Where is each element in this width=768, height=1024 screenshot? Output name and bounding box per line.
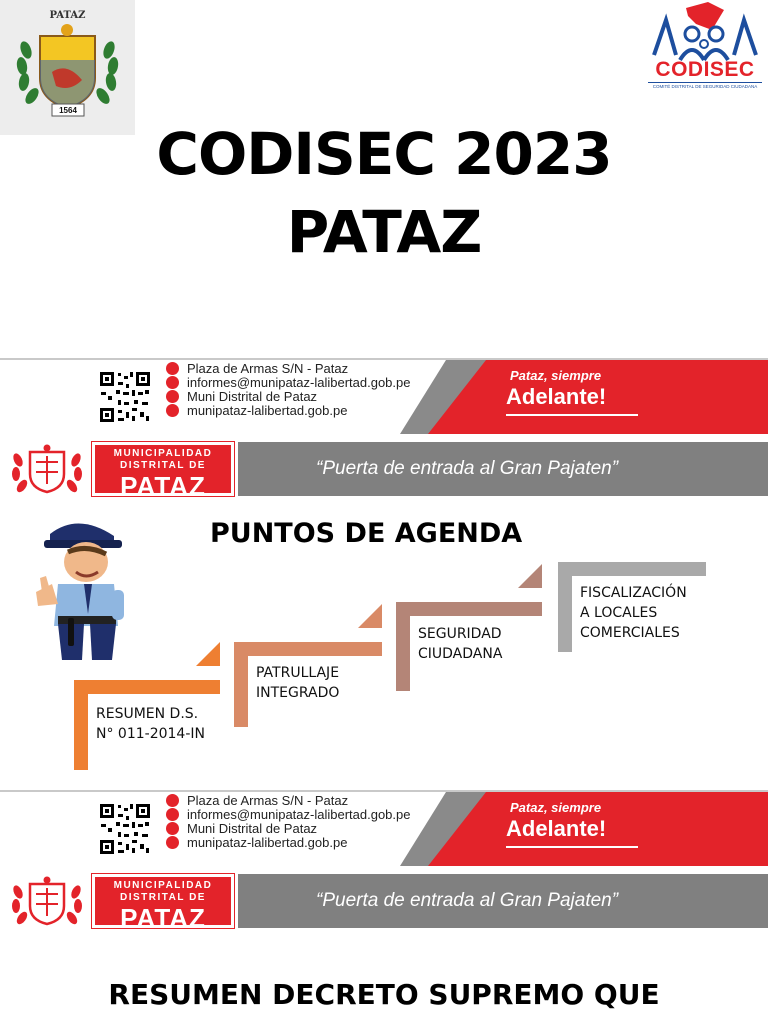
slogan-underline bbox=[506, 846, 638, 848]
municipality-logo bbox=[92, 874, 234, 933]
muni-line3: PATAZ bbox=[120, 471, 206, 501]
qr-code-icon bbox=[98, 370, 152, 424]
location-icon bbox=[166, 362, 179, 375]
muni-line1: MUNICIPALIDAD bbox=[113, 448, 213, 459]
tagline-text: “Puerta de entrada al Gran Pajaten” bbox=[316, 890, 619, 911]
main-title-line1: CODISEC 2023 bbox=[156, 120, 612, 188]
facebook-icon bbox=[166, 390, 179, 403]
contact-strip bbox=[0, 358, 768, 432]
municipal-banner bbox=[0, 358, 768, 501]
contact-web: munipataz-lalibertad.gob.pe bbox=[166, 836, 466, 850]
main-title-line2: PATAZ bbox=[286, 198, 482, 266]
agenda-step-1-label: RESUMEN D.S. N° 011-2014-IN bbox=[96, 706, 205, 742]
agenda-step-4-label: FISCALIZACIÓN A LOCALES COMERCIALES bbox=[580, 585, 687, 641]
municipal-seal-icon bbox=[8, 442, 86, 496]
facebook-icon bbox=[166, 822, 179, 835]
slogan-big: Adelante! bbox=[506, 816, 607, 841]
agenda-slide bbox=[0, 500, 768, 790]
tagline-bar bbox=[238, 442, 768, 496]
municipal-seal-icon bbox=[8, 874, 86, 928]
codisec-logo bbox=[646, 0, 764, 92]
title-slide bbox=[0, 0, 768, 360]
contact-web: munipataz-lalibertad.gob.pe bbox=[166, 404, 466, 418]
muni-line2: DISTRITAL DE bbox=[120, 892, 206, 903]
web-icon bbox=[166, 836, 179, 849]
agenda-staircase bbox=[0, 500, 768, 790]
contact-address: Plaza de Armas S/N - Pataz bbox=[166, 794, 466, 808]
contact-address: Plaza de Armas S/N - Pataz bbox=[166, 362, 466, 376]
agenda-title: PUNTOS DE AGENDA bbox=[210, 518, 523, 549]
contact-email: informes@munipataz-lalibertad.gob.pe bbox=[166, 376, 466, 390]
agenda-step-3-label: SEGURIDAD CIUDADANA bbox=[418, 626, 503, 662]
location-icon bbox=[166, 794, 179, 807]
contact-facebook: Muni Distrital de Pataz bbox=[166, 390, 466, 404]
mail-icon bbox=[166, 808, 179, 821]
codisec-logo-subtitle: COMITÉ DISTRITAL DE SEGURIDAD CIUDADANA bbox=[648, 82, 762, 89]
qr-code-icon bbox=[98, 802, 152, 856]
muni-line2: DISTRITAL DE bbox=[120, 460, 206, 471]
contact-facebook: Muni Distrital de Pataz bbox=[166, 822, 466, 836]
muni-line3: PATAZ bbox=[120, 903, 206, 933]
crest-year: 1564 bbox=[59, 106, 77, 115]
mail-icon bbox=[166, 376, 179, 389]
slogan-small: Pataz, siempre bbox=[510, 368, 602, 383]
municipal-banner-2 bbox=[0, 790, 768, 933]
slogan-underline bbox=[506, 414, 638, 416]
pataz-crest bbox=[0, 0, 135, 135]
codisec-family-icon bbox=[646, 0, 764, 62]
web-icon bbox=[166, 404, 179, 417]
slogan-big: Adelante! bbox=[506, 384, 607, 409]
slide3-title: RESUMEN DECRETO SUPREMO QUE bbox=[108, 978, 660, 1011]
contact-email: informes@munipataz-lalibertad.gob.pe bbox=[166, 808, 466, 822]
muni-line1: MUNICIPALIDAD bbox=[113, 880, 213, 891]
slogan-small: Pataz, siempre bbox=[510, 800, 602, 815]
agenda-step-2-label: PATRULLAJE INTEGRADO bbox=[256, 665, 340, 701]
tagline-text: “Puerta de entrada al Gran Pajaten” bbox=[316, 458, 619, 479]
codisec-logo-text: CODISEC bbox=[655, 58, 755, 81]
contact-strip-2 bbox=[0, 790, 768, 864]
tagline-bar bbox=[238, 874, 768, 928]
municipality-logo bbox=[92, 442, 234, 501]
crest-top-text: PATAZ bbox=[49, 10, 86, 21]
